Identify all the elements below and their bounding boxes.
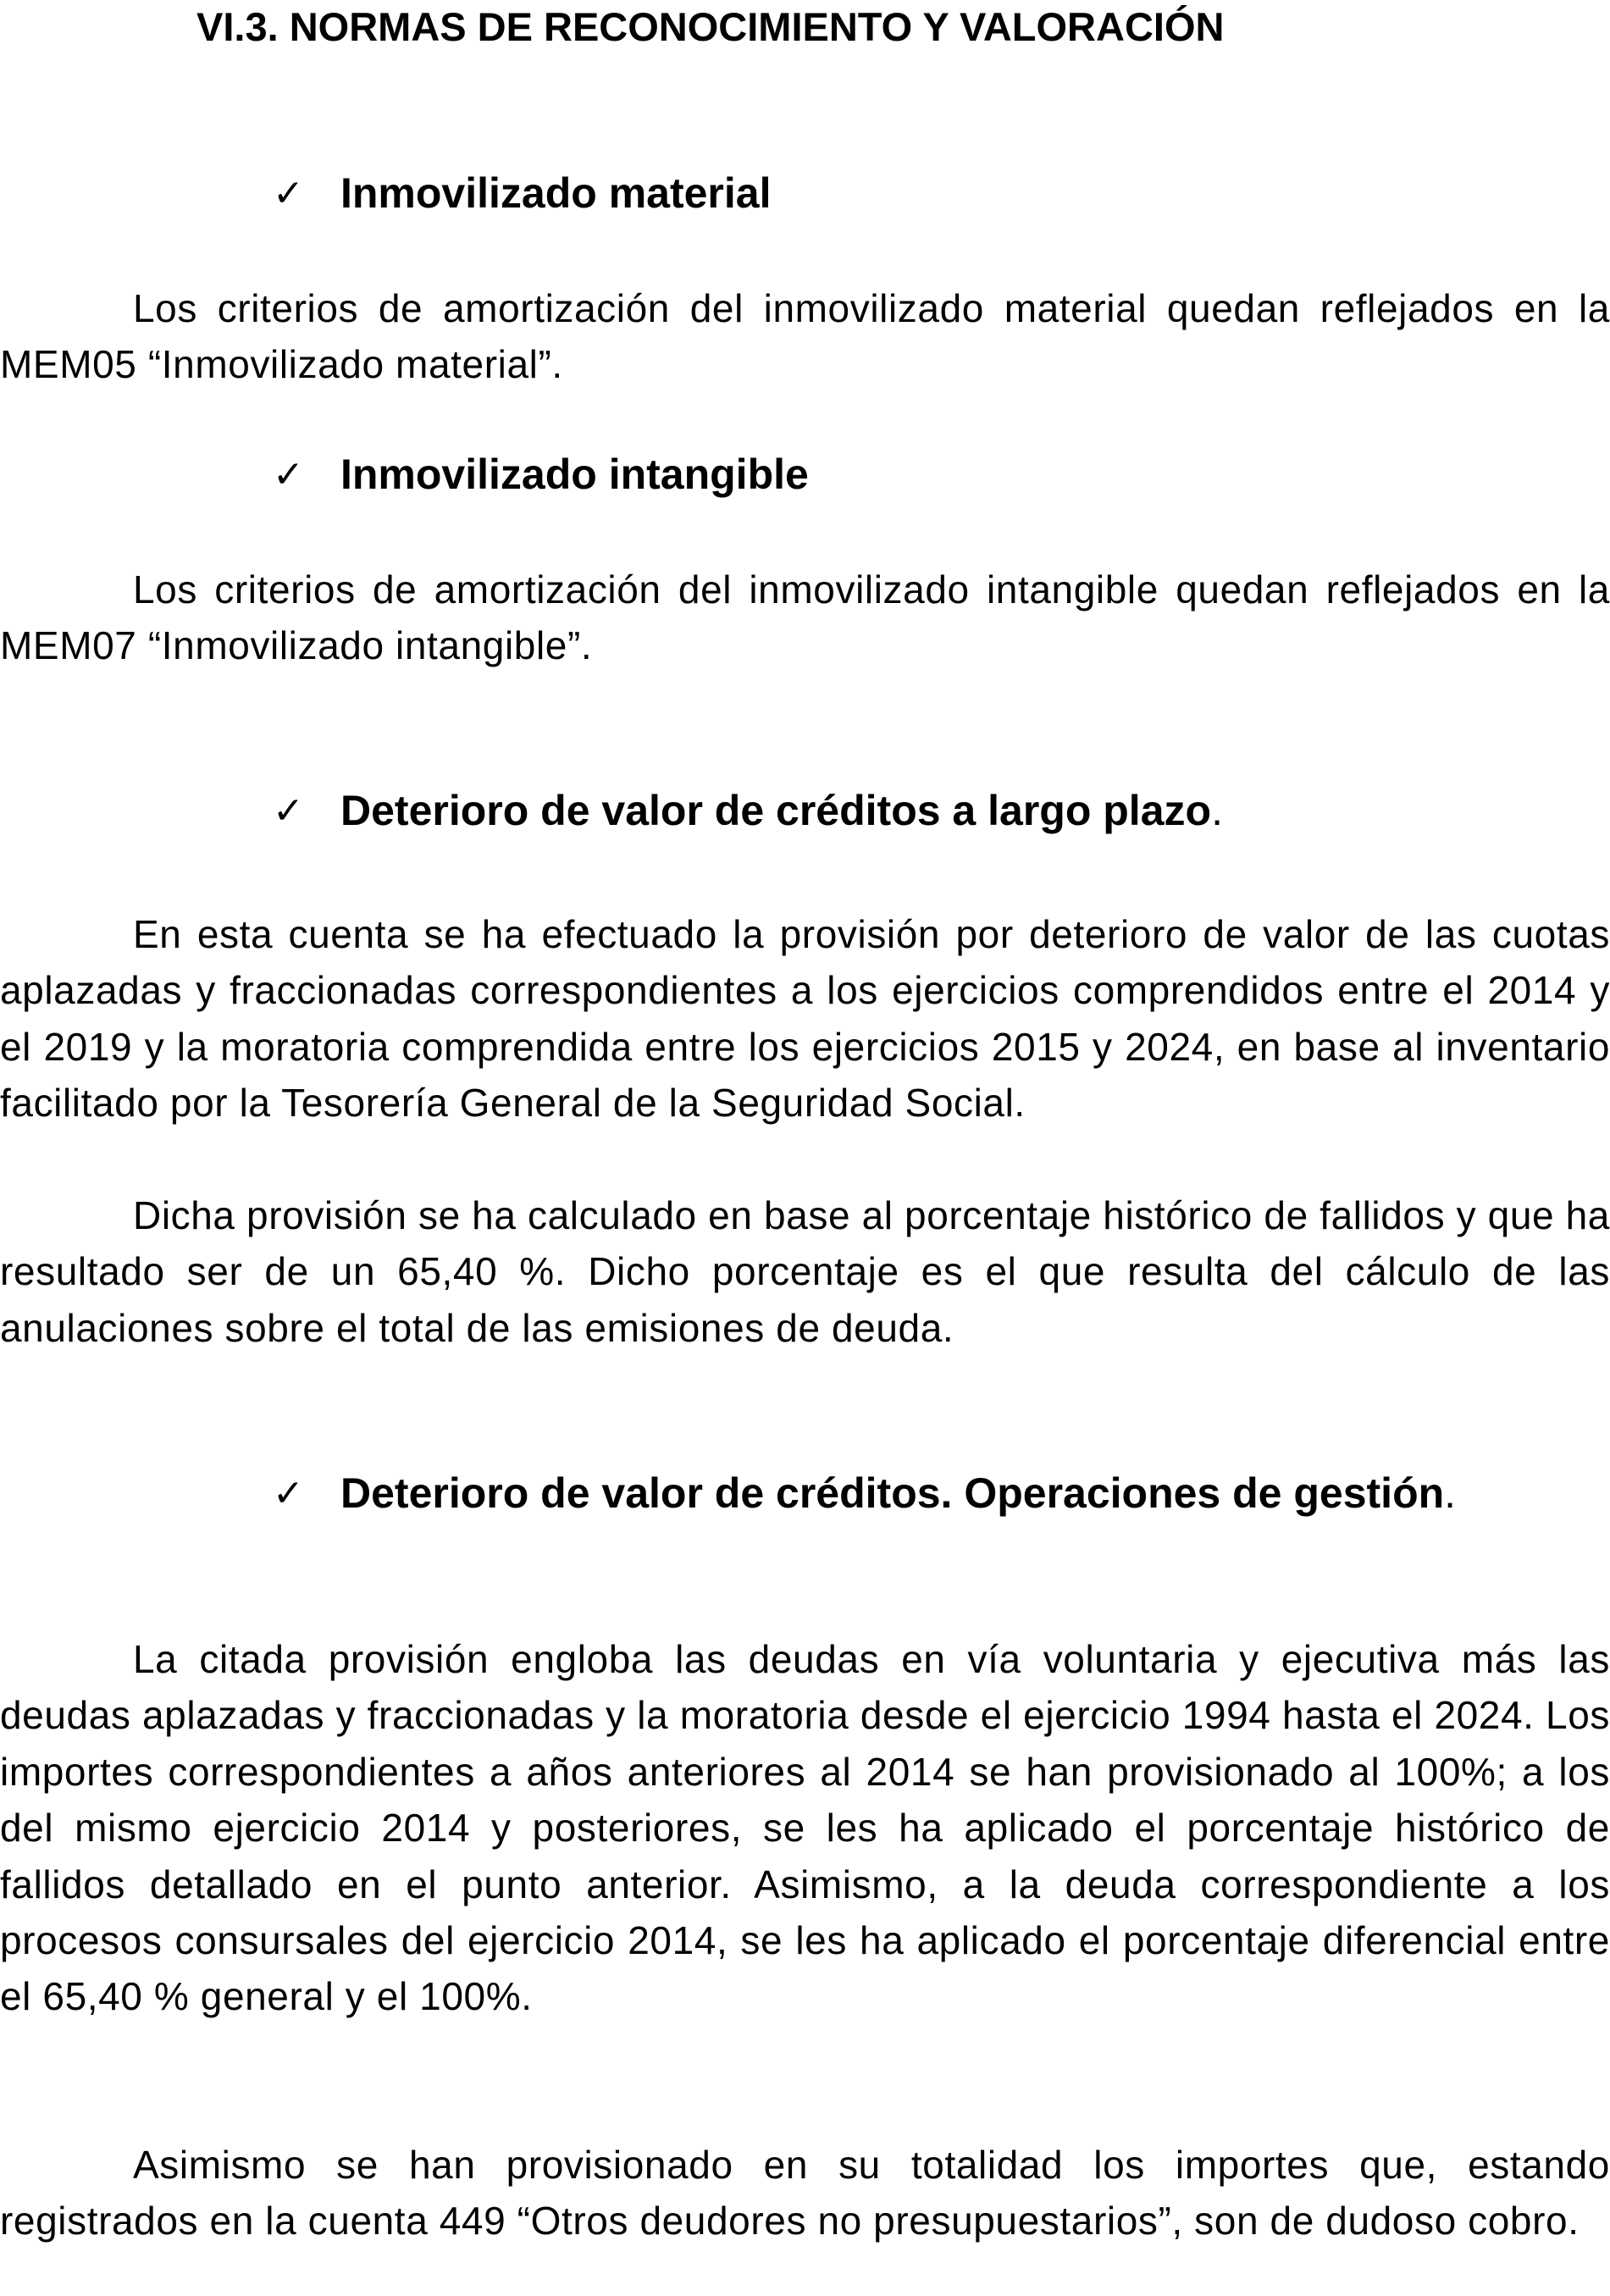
paragraph: Los criterios de amortización del inmovilizado material quedan reflejados en la MEM05 “Inmovilizado material”. (0, 286, 1610, 387)
section-heading-inmovilizado-intangible (273, 449, 1577, 501)
heading-tail: . (1444, 1469, 1457, 1517)
section-heading-inmovilizado-material (273, 168, 1577, 219)
section-heading-deterioro-operaciones-gestion (273, 1468, 1577, 1519)
heading-tail: . (1211, 787, 1223, 834)
paragraph: La citada provisión engloba las deudas en vía voluntaria y ejecutiva más las deudas aplazadas y fraccionadas y la moratoria desde el ejercicio 1994 hasta el 2024. Los importes correspondientes a años anteriores al 2014 se han provisionado al 100%; a los del mismo ejercicio 2014 y posteriores, se les ha aplicado el porcentaje histórico de fallidos detallado en el punto anterior. Asimismo, a la deuda correspondiente a los procesos consursales del ejercicio 2014, se les ha aplicado el porcentaje diferencial entre el 65,40 % general y el 100%. (0, 1637, 1610, 2019)
heading-text: Inmovilizado material (340, 169, 772, 217)
heading-text: Deterioro de valor de créditos. Operaciones de gestión (340, 1469, 1445, 1517)
heading-text: Inmovilizado intangible (340, 451, 809, 498)
checkmark-icon: ✓ (273, 453, 304, 496)
paragraph: Dicha provisión se ha calculado en base al porcentaje histórico de fallidos y que ha resultado ser de un 65,40 %. Dicho porcentaje es el que resulta del cálculo de las anulaciones sobre el total de las emisiones de deuda. (0, 1193, 1610, 1350)
heading-text: Deterioro de valor de créditos a largo plazo (340, 787, 1212, 834)
section-heading-deterioro-largo-plazo (273, 785, 1577, 837)
paragraph: Asimismo se han provisionado en su totalidad los importes que, estando registrados en la cuenta 449 “Otros deudores no presupuestarios”, son de dudoso cobro. (0, 2143, 1610, 2243)
page-title: VI.3. NORMAS DE RECONOCIMIENTO Y VALORACIÓN (196, 4, 1225, 49)
checkmark-icon: ✓ (273, 172, 304, 215)
paragraph: En esta cuenta se ha efectuado la provisión por deterioro de valor de las cuotas aplazadas y fraccionadas correspondientes a los ejercicios comprendidos entre el 2014 y el 2019 y la moratoria comprendida entre los ejercicios 2015 y 2024, en base al inventario facilitado por la Tesorería General de la Seguridad Social. (0, 912, 1610, 1126)
checkmark-icon: ✓ (273, 1472, 304, 1515)
paragraph: Los criterios de amortización del inmovilizado intangible quedan reflejados en la MEM07 “Inmovilizado intangible”. (0, 567, 1610, 668)
checkmark-icon: ✓ (273, 789, 304, 833)
